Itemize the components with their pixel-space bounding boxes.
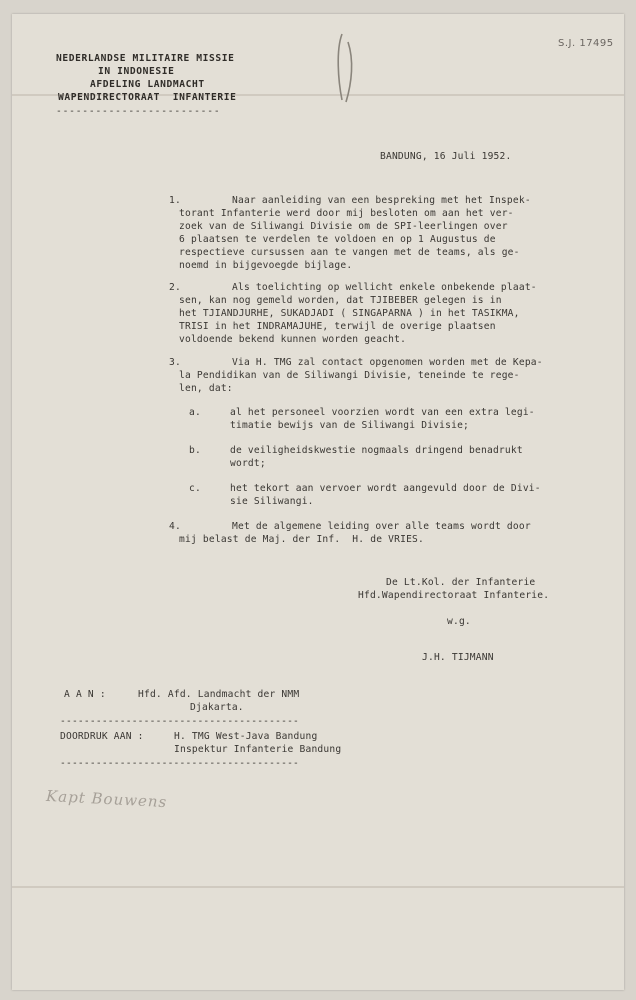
signatory-rank: De Lt.Kol. der Infanterie xyxy=(386,577,536,588)
text-line: Als toelichting op wellicht enkele onbekende plaat- xyxy=(232,282,537,293)
doordruk-label: DOORDRUK AAN : xyxy=(60,731,144,742)
subitem-letter: c. xyxy=(189,483,201,494)
paragraph-number: 1. xyxy=(169,195,181,206)
text-line: het TJIANDJURHE, SUKADJADI ( SINGAPARNA ) in het TASIKMA, xyxy=(179,308,520,319)
text-line: sen, kan nog gemeld worden, dat TJIBEBER gelegen is in xyxy=(179,295,502,306)
text-line: al het personeel voorzien wordt van een extra legi- xyxy=(230,407,535,418)
letterhead-line-3: AFDELING LANDMACHT xyxy=(90,79,205,90)
text-line: timatie bewijs van de Siliwangi Divisie; xyxy=(230,420,470,431)
recipient-line: Djakarta. xyxy=(190,702,244,713)
document-page xyxy=(12,14,624,990)
fold-line xyxy=(12,886,624,888)
subitem-letter: a. xyxy=(189,407,201,418)
text-line: noemd in bijgevoegde bijlage. xyxy=(179,260,353,271)
subitem-letter: b. xyxy=(189,445,201,456)
letterhead-line-2: IN INDONESIE xyxy=(98,66,175,77)
signatory-function: Hfd.Wapendirectoraat Infanterie. xyxy=(358,590,550,601)
text-line: Naar aanleiding van een bespreking met het Inspek- xyxy=(232,195,531,206)
text-line: zoek van de Siliwangi Divisie om de SPI-leerlingen over xyxy=(179,221,508,232)
paperclip-mark xyxy=(334,30,358,110)
text-line: Met de algemene leiding over alle teams wordt door xyxy=(232,521,531,532)
letterhead-line-4: WAPENDIRECTORAAT INFANTERIE xyxy=(58,92,237,103)
letterhead-line-1: NEDERLANDSE MILITAIRE MISSIE xyxy=(56,53,235,64)
text-line: de veiligheidskwestie nogmaals dringend benadrukt xyxy=(230,445,523,456)
text-line: mij belast de Maj. der Inf. H. de VRIES. xyxy=(179,534,425,545)
text-line: het tekort aan vervoer wordt aangevuld door de Divi- xyxy=(230,483,541,494)
text-line: TRISI in het INDRAMAJUHE, terwijl de overige plaatsen xyxy=(179,321,496,332)
recipient-line: Hfd. Afd. Landmacht der NMM xyxy=(138,689,300,700)
text-line: voldoende bekend kunnen worden geacht. xyxy=(179,334,407,345)
aan-label: A A N : xyxy=(64,689,106,700)
handwritten-note: Kapt Bouwens xyxy=(45,786,168,812)
text-line: torant Infanterie werd door mij besloten om aan het ver- xyxy=(179,208,514,219)
text-line: la Pendidikan van de Siliwangi Divisie, teneinde te rege- xyxy=(179,370,520,381)
place-date: BANDUNG, 16 Juli 1952. xyxy=(380,151,512,162)
dash-divider: ---------------------------------------- xyxy=(60,716,300,727)
signatory-name: J.H. TIJMANN xyxy=(422,652,494,663)
text-line: sie Siliwangi. xyxy=(230,496,314,507)
letterhead-underline: ------------------------- xyxy=(56,106,221,117)
copy-recipient-line: Inspektur Infanterie Bandung xyxy=(174,744,342,755)
copy-recipient-line: H. TMG West-Java Bandung xyxy=(174,731,318,742)
paragraph-number: 3. xyxy=(169,357,181,368)
paragraph-number: 2. xyxy=(169,282,181,293)
text-line: respectieve cursussen aan te vangen met de teams, als ge- xyxy=(179,247,520,258)
archive-reference: S.J. 17495 xyxy=(558,38,614,49)
dash-divider: ---------------------------------------- xyxy=(60,758,300,769)
text-line: 6 plaatsen te verdelen te voldoen en op 1 Augustus de xyxy=(179,234,496,245)
text-line: wordt; xyxy=(230,458,266,469)
paragraph-number: 4. xyxy=(169,521,181,532)
text-line: Via H. TMG zal contact opgenomen worden met de Kepa- xyxy=(232,357,543,368)
text-line: len, dat: xyxy=(179,383,233,394)
signed-mark: w.g. xyxy=(447,616,471,627)
